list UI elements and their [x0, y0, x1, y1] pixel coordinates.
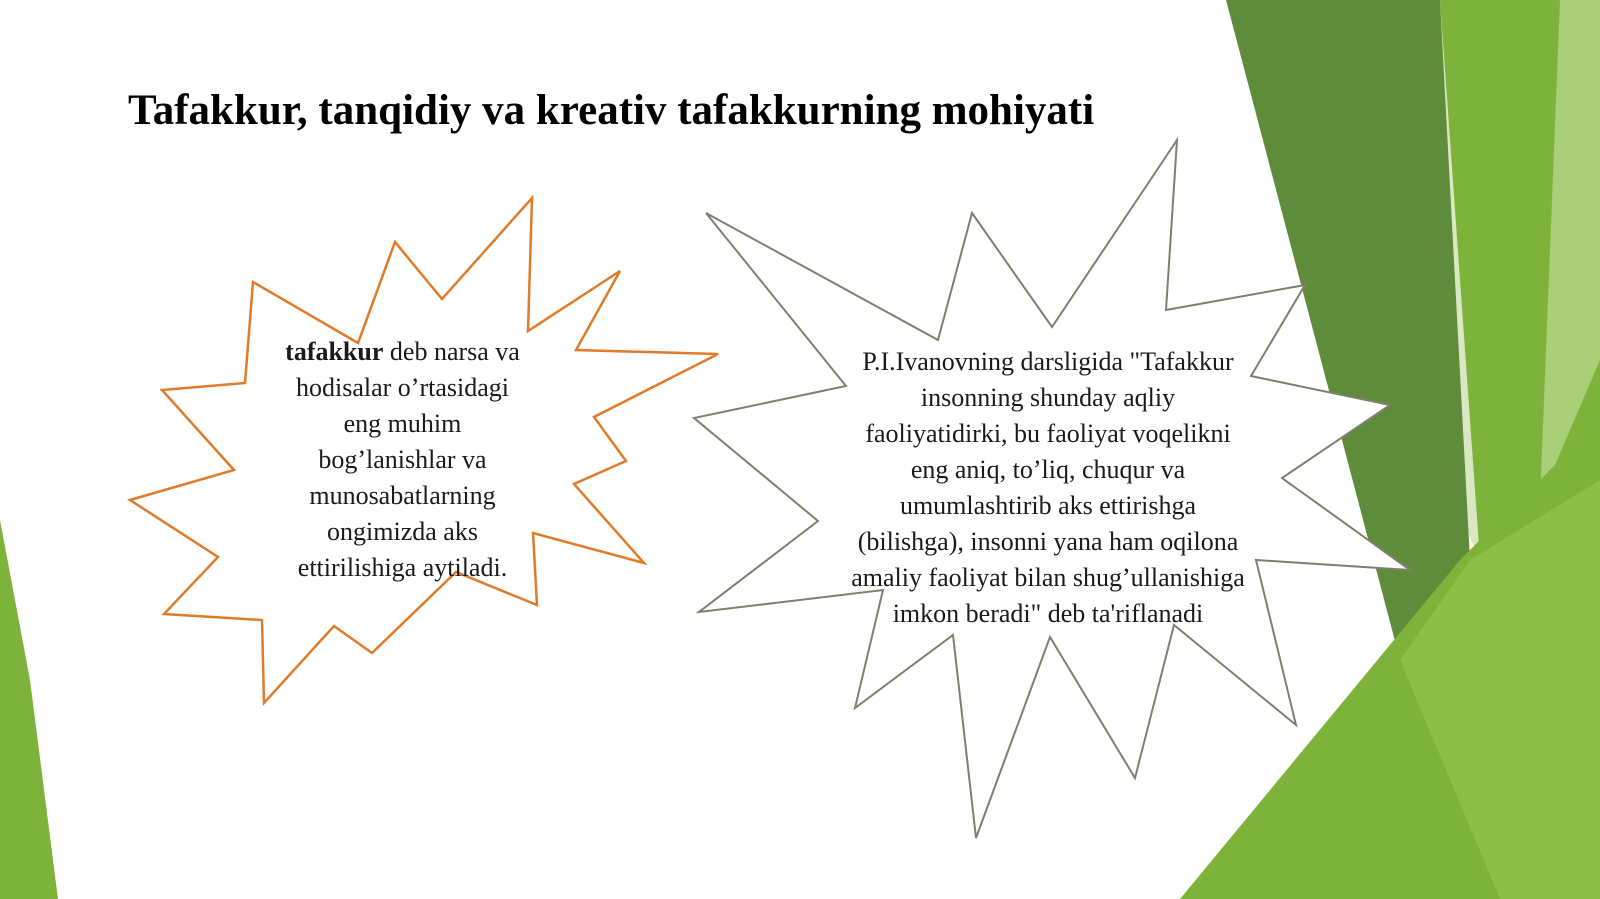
slide-title: Tafakkur, tanqidiy va kreativ tafakkurning mohiyati	[128, 87, 1095, 134]
left-burst-text	[280, 334, 525, 586]
term-tafakkur: tafakkur	[285, 337, 384, 366]
left-burst-definition: deb narsa va hodisalar o’rtasidagi eng muhim bog’lanishlar va munosabatlarning ongimizda aks ettirilishiga aytiladi.	[296, 337, 520, 582]
right-burst-text: P.I.Ivanovning darsligida "Tafakkur insonning shunday aqliy faoliyatidirki, bu faoliyat voqelikni eng aniq, to’liq, chuqur va umumlashtirib aks ettirishga (bilishga), insonni yana ham oqilona amaliy faoliyat bilan shug’ullanishiga imkon beradi" deb ta'riflanadi	[851, 347, 1245, 628]
